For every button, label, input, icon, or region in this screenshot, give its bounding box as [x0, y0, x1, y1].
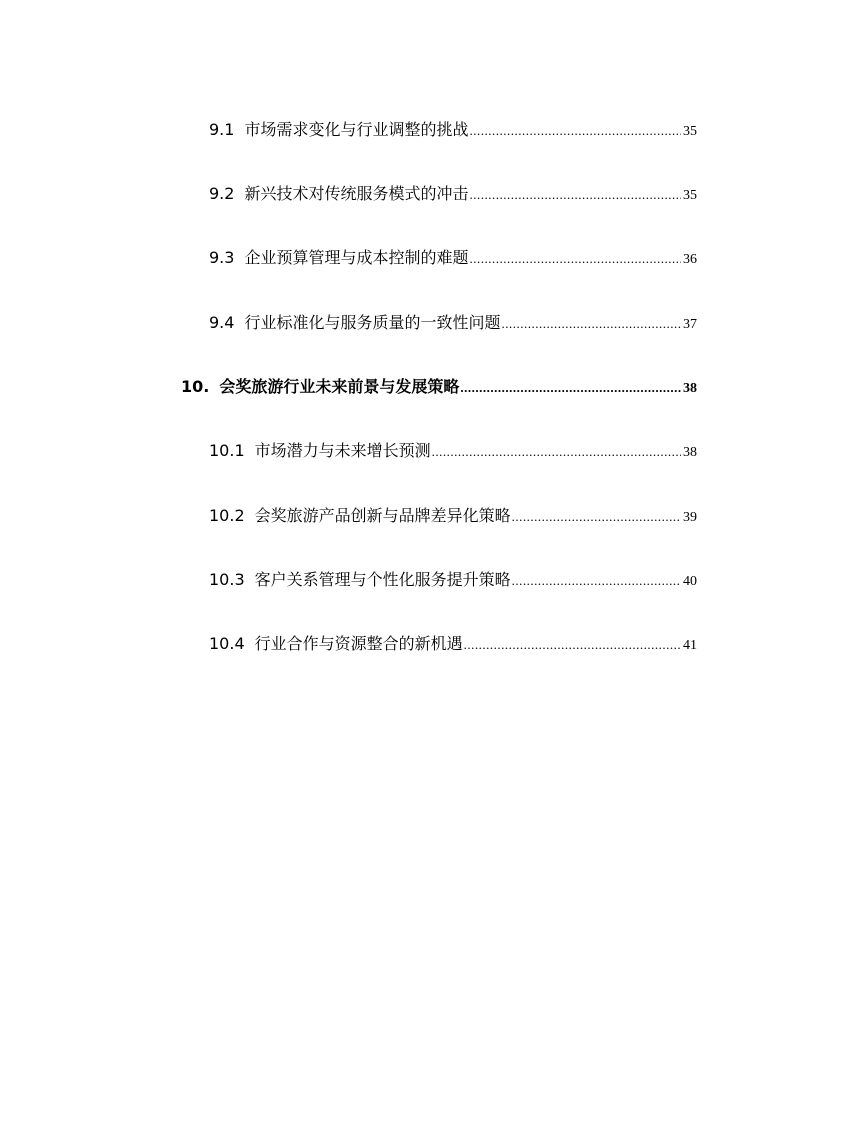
- toc-entry-number: 10.: [181, 377, 210, 396]
- toc-page-number: 36: [683, 252, 697, 267]
- toc-entry-9-2[interactable]: [209, 182, 697, 206]
- toc-dot-leader: [469, 183, 681, 207]
- toc-dot-leader: [512, 569, 681, 593]
- toc-dot-leader: [469, 247, 681, 271]
- toc-entry-title: 市场潜力与未来增长预测: [254, 441, 431, 460]
- toc-page-number: 38: [683, 381, 697, 396]
- toc-entry-number: 10.3: [209, 570, 245, 589]
- toc-entry-title: 会奖旅游行业未来前景与发展策略: [219, 377, 460, 396]
- toc-page-number: 40: [683, 574, 697, 589]
- toc-entry-title: 市场需求变化与行业调整的挑战: [244, 120, 469, 139]
- toc-entry-9-4[interactable]: [209, 311, 697, 335]
- toc-entry-9-3[interactable]: [209, 246, 697, 270]
- toc-dot-leader: [469, 119, 681, 143]
- toc-entry-10-2[interactable]: [209, 504, 697, 528]
- toc-dot-leader: [464, 633, 681, 657]
- toc-entry-number: 10.1: [209, 441, 245, 460]
- toc-page-number: 37: [683, 317, 697, 332]
- toc-entry-title: 行业合作与资源整合的新机遇: [254, 634, 463, 653]
- toc-entry-title: 客户关系管理与个性化服务提升策略: [254, 570, 511, 589]
- toc-entry-9-1[interactable]: [209, 118, 697, 142]
- toc-entry-title: 企业预算管理与成本控制的难题: [244, 248, 469, 267]
- toc-entry-10-1[interactable]: [209, 439, 697, 463]
- toc-page-number: 38: [683, 445, 697, 460]
- toc-entry-number: 10.4: [209, 634, 245, 653]
- toc-entry-number: 9.3: [209, 248, 235, 267]
- toc-entry-10-3[interactable]: [209, 568, 697, 592]
- toc-page-number: 35: [683, 124, 697, 139]
- toc-page-number: 39: [683, 510, 697, 525]
- toc-dot-leader: [460, 376, 681, 400]
- toc-entry-title: 行业标准化与服务质量的一致性问题: [244, 313, 501, 332]
- toc-entry-number: 10.2: [209, 506, 245, 525]
- toc-entry-10[interactable]: [181, 375, 697, 399]
- toc-entry-title: 新兴技术对传统服务模式的冲击: [244, 184, 469, 203]
- toc-page-number: 41: [683, 638, 697, 653]
- toc-entry-number: 9.1: [209, 120, 235, 139]
- toc-entry-number: 9.4: [209, 313, 235, 332]
- toc-dot-leader: [501, 312, 681, 336]
- toc-entry-number: 9.2: [209, 184, 235, 203]
- toc-entry-10-4[interactable]: [209, 632, 697, 656]
- toc-entry-title: 会奖旅游产品创新与品牌差异化策略: [254, 506, 511, 525]
- toc-dot-leader: [512, 505, 681, 529]
- toc-dot-leader: [432, 440, 681, 464]
- toc-page-number: 35: [683, 188, 697, 203]
